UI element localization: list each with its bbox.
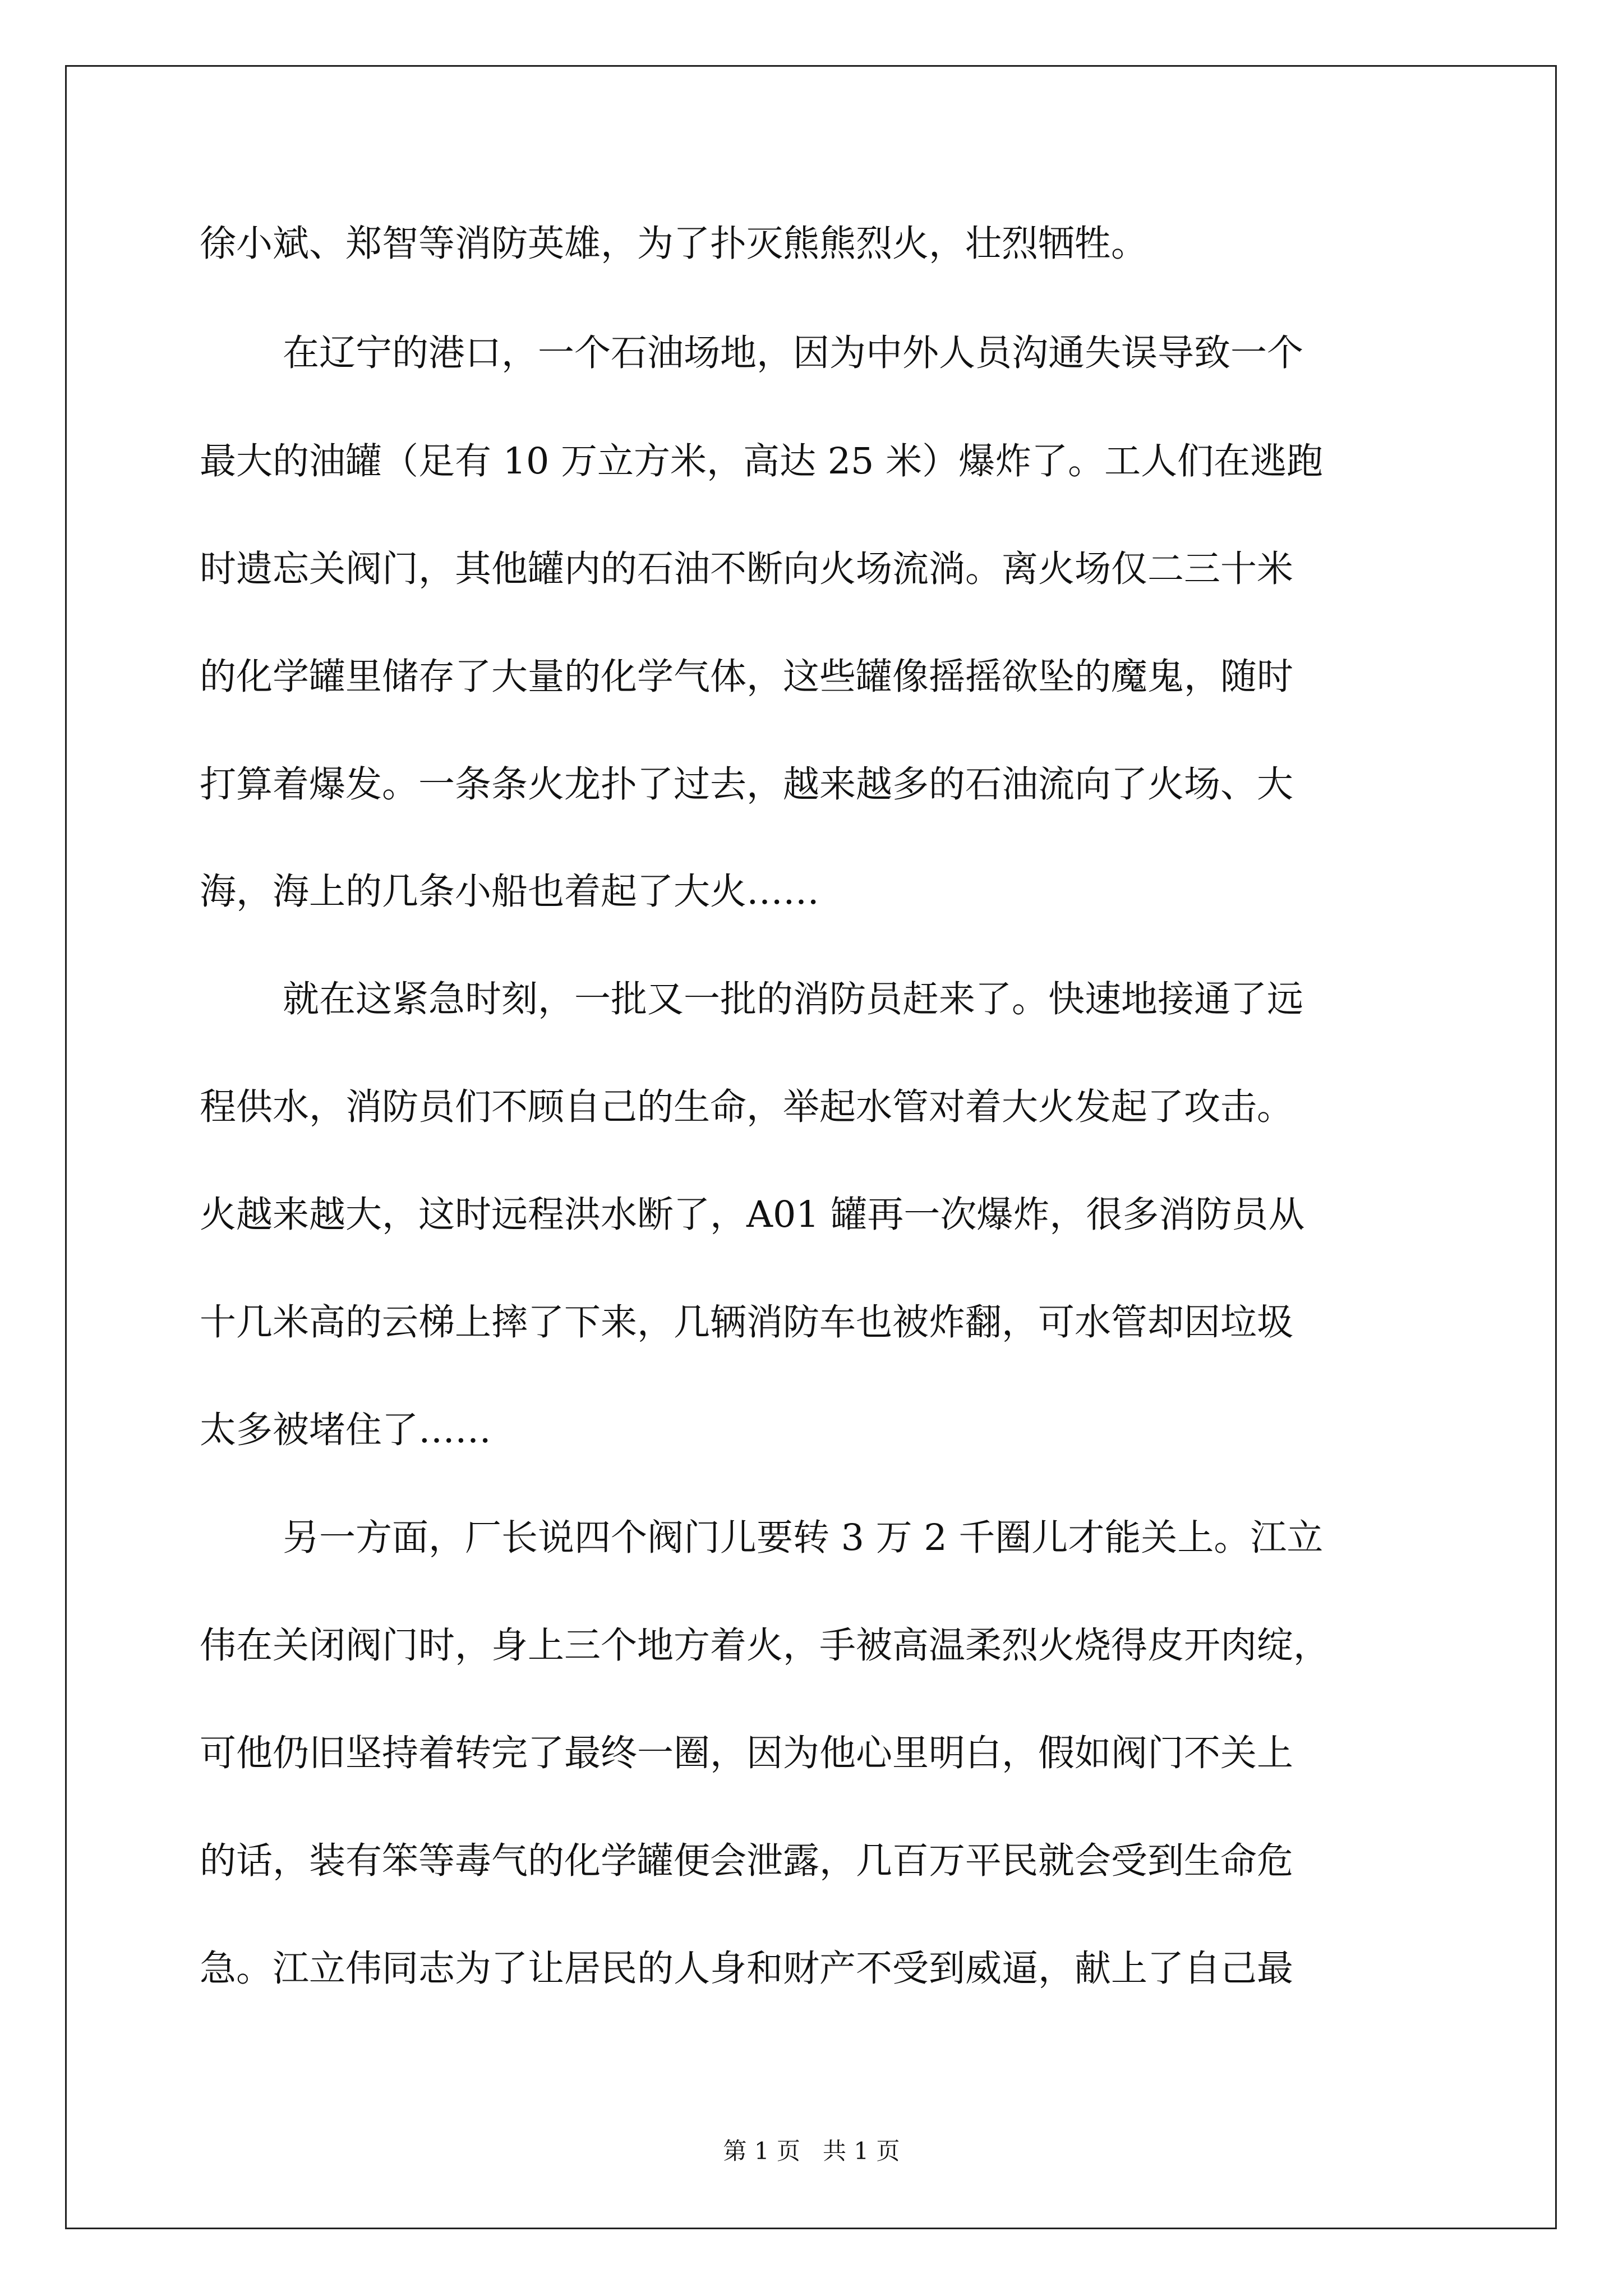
- text-line: 的话，装有笨等毒气的化学罐便会泄露，几百万平民就会受到生命危: [200, 1840, 1294, 1882]
- page-border: [65, 65, 1557, 2229]
- paragraph-start-line: 就在这紧急时刻，一批又一批的消防员赶来了。快速地接通了远: [283, 978, 1304, 1020]
- text-line: 火越来越大，这时远程洪水断了，A01 罐再一次爆炸，很多消防员从: [200, 1194, 1305, 1236]
- text-line: 打算着爆发。一条条火龙扑了过去，越来越多的石油流向了火场、大: [200, 763, 1294, 806]
- text-line: 太多被堵住了……: [200, 1409, 492, 1451]
- text-line: 急。江立伟同志为了让居民的人身和财产不受到威逼，献上了自己最: [200, 1948, 1294, 1990]
- paragraph-start-line: 在辽宁的港口，一个石油场地，因为中外人员沟通失误导致一个: [283, 332, 1304, 374]
- text-line: 海，海上的几条小船也着起了大火……: [200, 871, 820, 913]
- page-footer: 第 1 页 共 1 页: [723, 2137, 900, 2165]
- text-line: 伟在关闭阀门时，身上三个地方着火，手被高温柔烈火烧得皮开肉绽，: [200, 1625, 1330, 1667]
- text-line: 可他仍旧坚持着转完了最终一圈，因为他心里明白，假如阀门不关上: [200, 1732, 1294, 1774]
- text-line: 的化学罐里储存了大量的化学气体，这些罐像摇摇欲坠的魔鬼，随时: [200, 656, 1294, 698]
- text-line: 时遗忘关阀门，其他罐内的石油不断向火场流淌。离火场仅二三十米: [200, 548, 1294, 590]
- text-line: 十几米高的云梯上摔了下来，几辆消防车也被炸翻，可水管却因垃圾: [200, 1301, 1294, 1343]
- text-line: 程供水，消防员们不顾自己的生命，举起水管对着大火发起了攻击。: [200, 1086, 1294, 1128]
- text-line: 最大的油罐（足有 10 万立方米，高达 25 米）爆炸了。工人们在逃跑: [200, 440, 1324, 482]
- paragraph-start-line: 另一方面，厂长说四个阀门儿要转 3 万 2 千圈儿才能关上。江立: [283, 1517, 1324, 1559]
- text-line: 徐小斌、郑智等消防英雄，为了扑灭熊熊烈火，壮烈牺牲。: [200, 223, 1148, 265]
